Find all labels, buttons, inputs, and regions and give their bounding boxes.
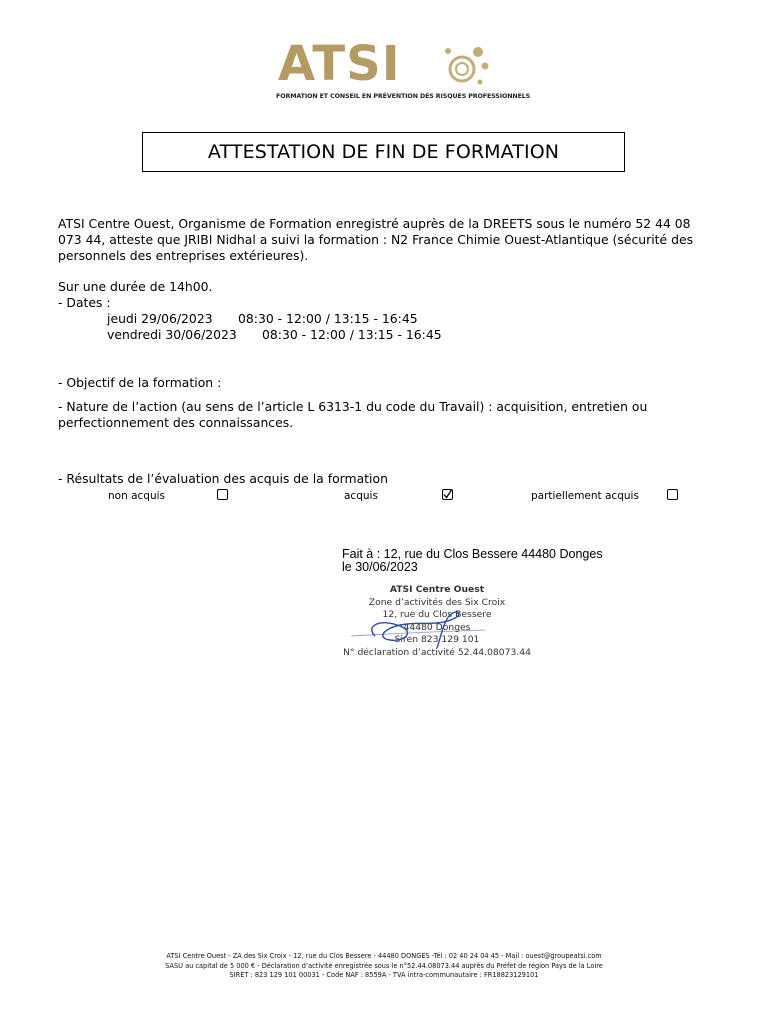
stamp-line: ATSI Centre Ouest (389, 584, 485, 595)
intro-line: 073 44, atteste que JRIBI Nidhal a suivi la formation : N2 France Chimie Ouest-Atlantique (sécurité des (58, 232, 694, 247)
signature-date: le 30/06/2023 (342, 560, 418, 574)
nature-paragraph (58, 399, 647, 431)
checkbox-non-acquis[interactable] (217, 489, 228, 500)
option-label-acquis: acquis (344, 490, 378, 502)
title-box (142, 132, 625, 172)
logo-brand: ATSI (278, 36, 401, 92)
footer-line: SIRET : 823 129 101 00031 - Code NAF : 8559A - TVA intra-communautaire : FR18823129101 (229, 971, 539, 979)
stamp-line: Siren 823 129 101 (394, 634, 480, 645)
checkbox-acquis[interactable] (442, 489, 453, 500)
footer-line: SASU au capital de 5 000 € - Déclaration d’activité enregistrée sous le n°52.44.08073.44 auprès du Préfet de région Pays de la Loire (165, 961, 603, 970)
document-title: ATTESTATION DE FIN DE FORMATION (207, 141, 560, 163)
stamp-line: Zone d’activités des Six Croix (368, 596, 506, 608)
footer (0, 952, 768, 981)
checkmark-icon (442, 489, 453, 500)
date-hours: 08:30 - 12:00 / 13:15 - 16:45 (238, 311, 418, 326)
checkbox-partiellement-acquis[interactable] (667, 489, 678, 500)
stamp-line: 12, rue du Clos Bessere (382, 609, 492, 620)
footer-line: ATSI Centre Ouest - ZA des Six Croix - 12, rue du Clos Bessere - 44480 DONGES -Tél : 02 40 24 04 45 - Mail : ouest@groupeatsi.com (166, 952, 602, 960)
logo-tagline: FORMATION ET CONSEIL EN PRÉVENTION DES RISQUES PROFESSIONNELS (276, 93, 531, 100)
duration: Sur une durée de 14h00. (58, 279, 213, 294)
nature-line: - Nature de l’action (au sens de l’article L 6313-1 du code du Travail) : acquisition, entretien ou (58, 399, 648, 414)
signature-place: Fait à : 12, rue du Clos Bessere 44480 Donges (342, 547, 603, 561)
handwritten-signature (345, 596, 495, 658)
company-logo (270, 36, 531, 106)
stamp-line: 44480 Donges (403, 621, 471, 633)
option-label-partiellement-acquis: partiellement acquis (531, 490, 639, 502)
date-day: vendredi 30/06/2023 (107, 327, 237, 342)
nature-line: perfectionnement des connaissances. (58, 415, 294, 430)
intro-paragraph (58, 216, 718, 264)
option-label-non-acquis: non acquis (108, 490, 165, 502)
intro-line: ATSI Centre Ouest, Organisme de Formation enregistré auprès de la DREETS sous le numéro 52 44 08 (58, 216, 691, 231)
objective: - Objectif de la formation : (58, 375, 222, 390)
date-day: jeudi 29/06/2023 (107, 311, 213, 326)
results-label: - Résultats de l’évaluation des acquis de la formation (58, 471, 388, 486)
intro-line: personnels des entreprises extérieures). (58, 248, 309, 263)
dates-label: - Dates : (58, 295, 111, 310)
date-hours: 08:30 - 12:00 / 13:15 - 16:45 (262, 327, 442, 342)
atsi-emblem-icon (440, 42, 496, 90)
stamp-line: N° déclaration d’activité 52.44.08073.44 (343, 646, 531, 658)
